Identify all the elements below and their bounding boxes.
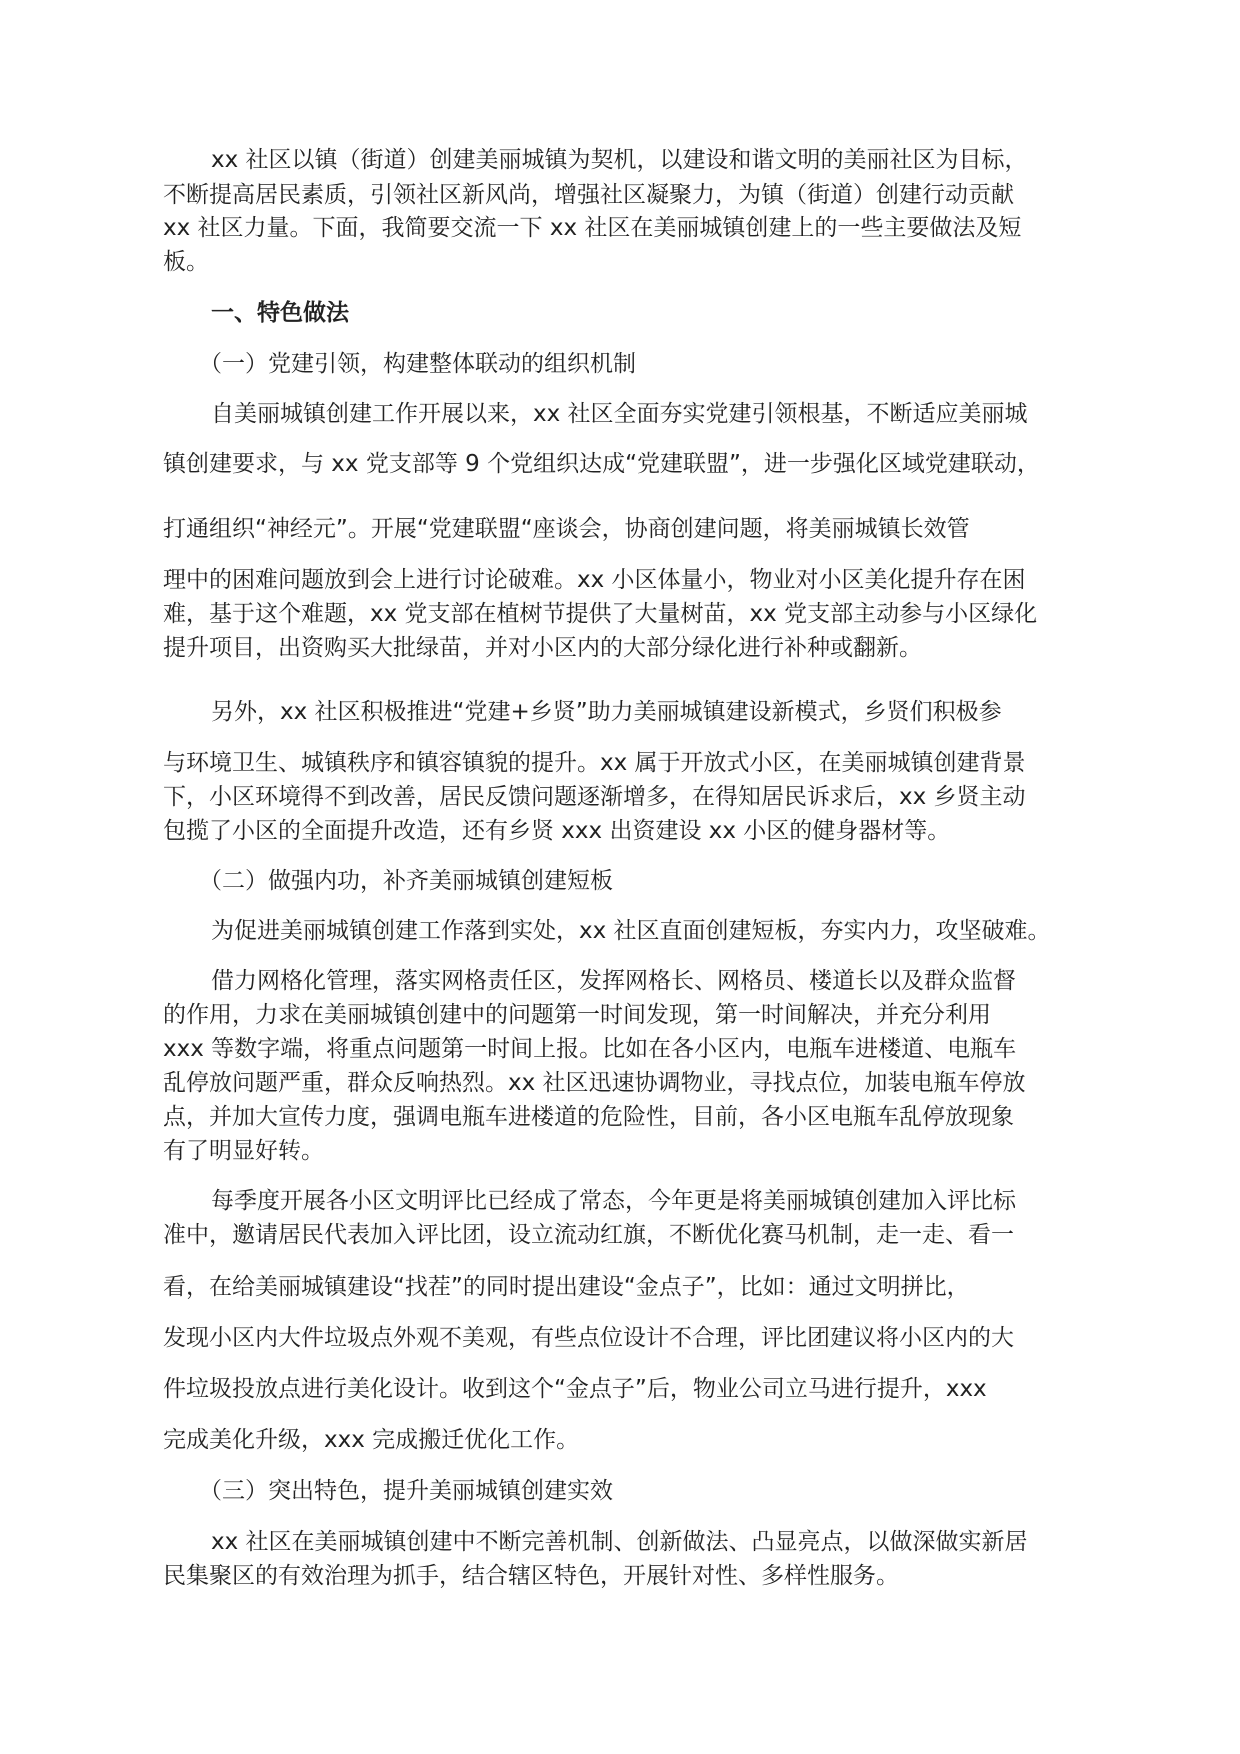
paragraph-line: 不断提高居民素质，引领社区新风尚，增强社区凝聚力，为镇（街道）创建行动贡献 bbox=[163, 182, 1014, 208]
subsection-heading: （二）做强内功，补齐美丽城镇创建短板 bbox=[199, 868, 613, 894]
paragraph-line: 提升项目，出资购买大批绿苗，并对小区内的大部分绿化进行补种或翻新。 bbox=[163, 635, 922, 661]
paragraph-line: 镇创建要求，与 xx 党支部等 9 个党组织达成“党建联盟”，进一步强化区域党建联动， bbox=[163, 451, 1040, 477]
paragraph-line: 打通组织“神经元”。开展“党建联盟“座谈会，协商创建问题，将美丽城镇长效管 bbox=[163, 516, 970, 542]
paragraph-line: 发现小区内大件垃圾点外观不美观，有些点位设计不合理，评比团建议将小区内的大 bbox=[163, 1325, 1014, 1351]
subsection-heading: （一）党建引领，构建整体联动的组织机制 bbox=[199, 351, 636, 377]
paragraph-line: 有了明显好转。 bbox=[163, 1138, 324, 1164]
paragraph-line: xx 社区以镇（街道）创建美丽城镇为契机，以建设和谐文明的美丽社区为目标， bbox=[211, 147, 1028, 173]
section-heading: 一、特色做法 bbox=[211, 300, 349, 326]
paragraph-line: 难，基于这个难题，xx 党支部在植树节提供了大量树苗，xx 党支部主动参与小区绿化 bbox=[163, 601, 1038, 627]
paragraph-line: 包揽了小区的全面提升改造，还有乡贤 xxx 出资建设 xx 小区的健身器材等。 bbox=[163, 818, 951, 844]
paragraph-line: xx 社区在美丽城镇创建中不断完善机制、创新做法、凸显亮点，以做深做实新居 bbox=[211, 1529, 1028, 1555]
paragraph-line: 为促进美丽城镇创建工作落到实处，xx 社区直面创建短板，夯实内力，攻坚破难。 bbox=[211, 918, 1051, 944]
paragraph-line: 乱停放问题严重，群众反响热烈。xx 社区迅速协调物业，寻找点位，加装电瓶车停放 bbox=[163, 1070, 1026, 1096]
paragraph-line: 完成美化升级，xxx 完成搬迁优化工作。 bbox=[163, 1427, 580, 1453]
paragraph-line: 民集聚区的有效治理为抓手，结合辖区特色，开展针对性、多样性服务。 bbox=[163, 1563, 899, 1589]
paragraph-line: 看，在给美丽城镇建设“找茬”的同时提出建设“金点子”，比如：通过文明拼比， bbox=[163, 1274, 970, 1300]
paragraph-line: 与环境卫生、城镇秩序和镇容镇貌的提升。xx 属于开放式小区，在美丽城镇创建背景 bbox=[163, 750, 1026, 776]
paragraph-line: 另外，xx 社区积极推进“党建+乡贤”助力美丽城镇建设新模式，乡贤们积极参 bbox=[211, 699, 1002, 725]
paragraph-line: 准中，邀请居民代表加入评比团，设立流动红旗，不断优化赛马机制，走一走、看一 bbox=[163, 1222, 1014, 1248]
paragraph-line: xx 社区力量。下面，我简要交流一下 xx 社区在美丽城镇创建上的一些主要做法及短 bbox=[163, 215, 1022, 241]
paragraph-line: 借力网格化管理，落实网格责任区，发挥网格长、网格员、楼道长以及群众监督 bbox=[211, 968, 1016, 994]
paragraph-line: 的作用，力求在美丽城镇创建中的问题第一时间发现，第一时间解决，并充分利用 bbox=[163, 1002, 991, 1028]
paragraph-line: 自美丽城镇创建工作开展以来，xx 社区全面夯实党建引领根基，不断适应美丽城 bbox=[211, 401, 1028, 427]
subsection-heading: （三）突出特色，提升美丽城镇创建实效 bbox=[199, 1478, 613, 1504]
paragraph-line: 下，小区环境得不到改善，居民反馈问题逐渐增多，在得知居民诉求后，xx 乡贤主动 bbox=[163, 784, 1026, 810]
paragraph-line: xxx 等数字端，将重点问题第一时间上报。比如在各小区内，电瓶车进楼道、电瓶车 bbox=[163, 1036, 1017, 1062]
paragraph-line: 件垃圾投放点进行美化设计。收到这个“金点子”后，物业公司立马进行提升，xxx bbox=[163, 1376, 987, 1402]
paragraph-line: 理中的困难问题放到会上进行讨论破难。xx 小区体量小，物业对小区美化提升存在困 bbox=[163, 567, 1026, 593]
paragraph-line: 板。 bbox=[163, 249, 209, 275]
paragraph-line: 点，并加大宣传力度，强调电瓶车进楼道的危险性，目前，各小区电瓶车乱停放现象 bbox=[163, 1104, 1014, 1130]
paragraph-line: 每季度开展各小区文明评比已经成了常态，今年更是将美丽城镇创建加入评比标 bbox=[211, 1188, 1016, 1214]
